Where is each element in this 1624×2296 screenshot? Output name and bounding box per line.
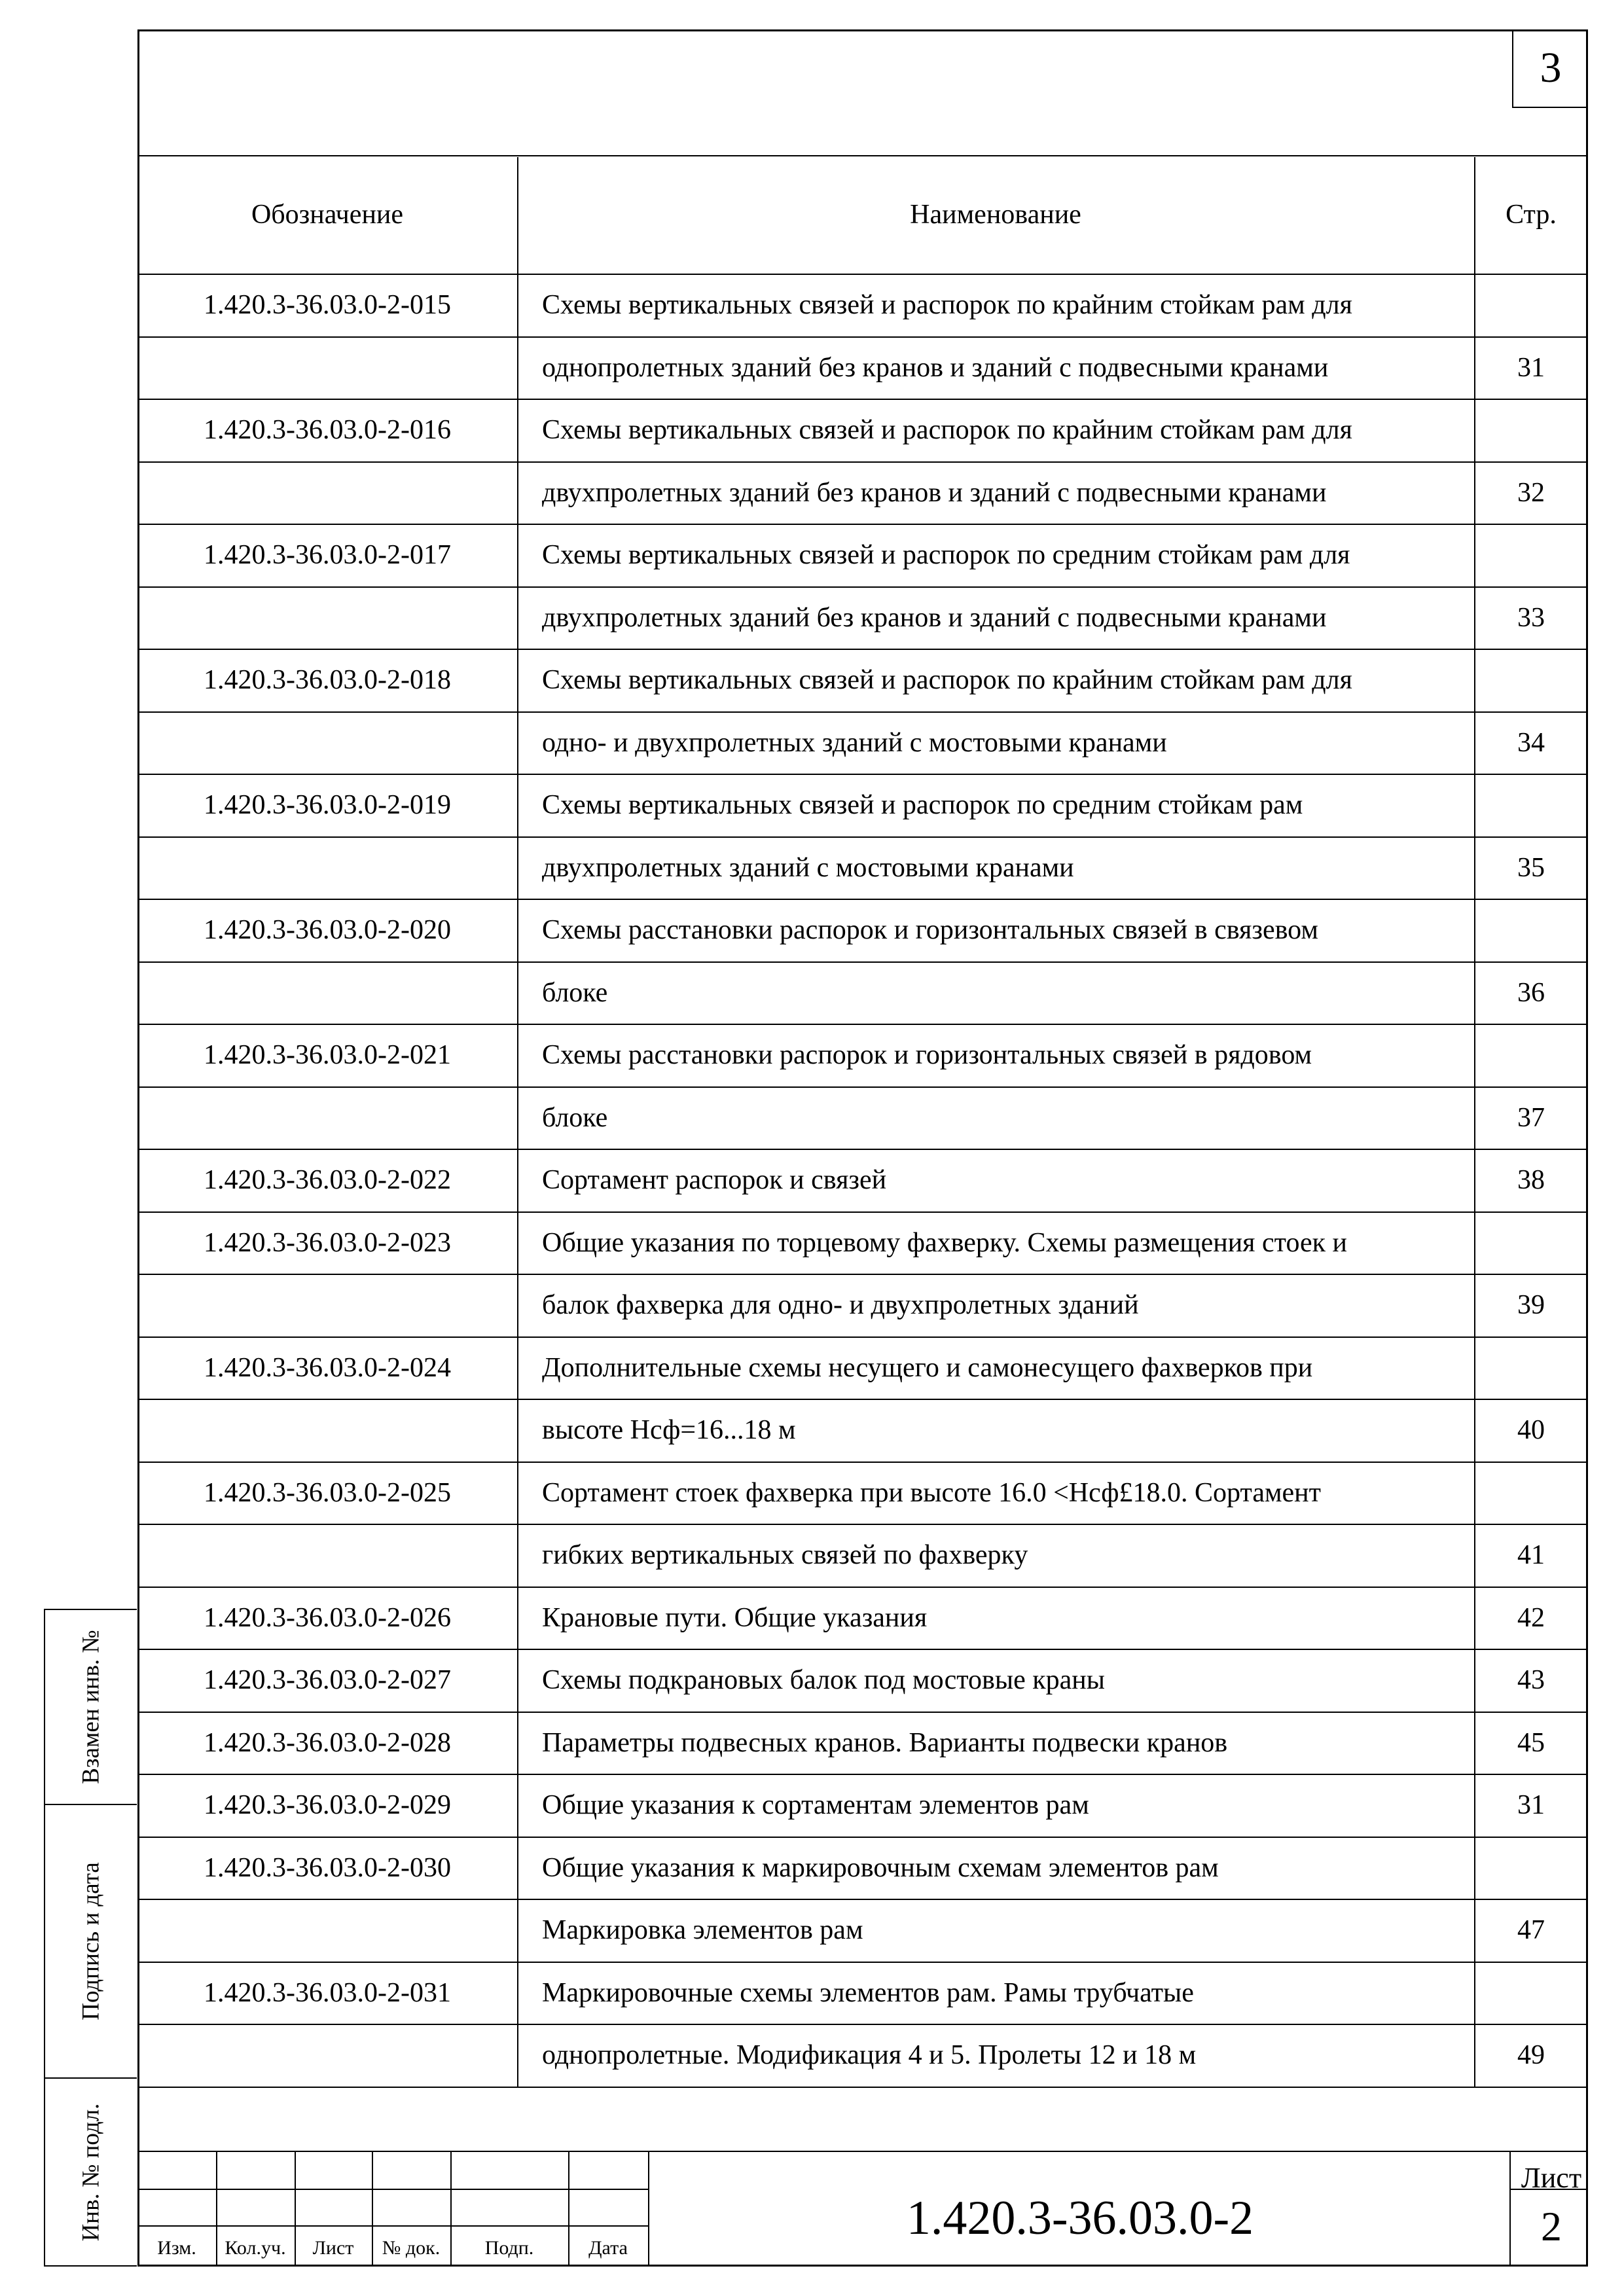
- row-line: [137, 1024, 1588, 1025]
- row-line: [137, 461, 1588, 463]
- header-top-line: [137, 155, 1588, 156]
- row-page: 42: [1517, 1602, 1545, 1633]
- row-name-line2: балок фахверка для одно- и двухпролетных зданий: [542, 1290, 1139, 1320]
- row-line: [137, 1149, 1588, 1150]
- side-stamp-sign: [44, 1804, 137, 2079]
- tb-sep-6: [648, 2151, 649, 2267]
- row-page: 33: [1517, 602, 1545, 633]
- row-page: 40: [1517, 1415, 1545, 1445]
- side-stamp-replace: [44, 1609, 137, 1805]
- row-line: [137, 524, 1588, 525]
- row-page: 34: [1517, 727, 1545, 758]
- row-name-line1: Схемы вертикальных связей и распорок по крайним стойкам рам для: [542, 415, 1352, 445]
- row-page: 36: [1517, 977, 1545, 1008]
- row-code: 1.420.3-36.03.0-2-020: [204, 915, 451, 945]
- row-line: [137, 336, 1588, 338]
- row-name-line2: блоке: [542, 977, 608, 1008]
- sheet-value: 2: [1541, 2203, 1562, 2250]
- row-line: [137, 1587, 1588, 1588]
- row-name-line1: Схемы расстановки распорок и горизонтальных связей в рядовом: [542, 1040, 1312, 1070]
- side-label-replace: Взамен инв. №: [77, 1630, 105, 1784]
- row-line: [137, 711, 1588, 713]
- side-stamp-inv: [44, 2077, 137, 2267]
- row-name-line1: Дополнительные схемы несущего и самонесущего фахверков при: [542, 1352, 1313, 1383]
- header-page: Стр.: [1506, 199, 1557, 230]
- row-code: 1.420.3-36.03.0-2-021: [204, 1040, 451, 1070]
- row-name-line2: двухпролетных зданий без кранов и зданий с подвесными кранами: [542, 602, 1327, 633]
- row-name-line2: блоке: [542, 1102, 608, 1133]
- row-page: 49: [1517, 2040, 1545, 2070]
- tb-col-kolich: Кол.уч.: [225, 2237, 286, 2259]
- tb-col-izm: Изм.: [157, 2237, 196, 2259]
- row-page: 37: [1517, 1102, 1545, 1133]
- row-line: [137, 1712, 1588, 1713]
- table-bottom-line: [137, 2087, 1588, 2088]
- tb-sep-sheet: [1509, 2151, 1511, 2267]
- row-name-line1: Общие указания по торцевому фахверку. Схемы размещения стоек и: [542, 1227, 1347, 1258]
- tb-col-podp: Подп.: [484, 2237, 534, 2259]
- row-code: 1.420.3-36.03.0-2-026: [204, 1602, 451, 1633]
- row-code: 1.420.3-36.03.0-2-029: [204, 1790, 451, 1820]
- row-code: 1.420.3-36.03.0-2-028: [204, 1727, 451, 1758]
- row-code: 1.420.3-36.03.0-2-017: [204, 540, 451, 570]
- page-number: 3: [1512, 29, 1588, 108]
- header-name: Наименование: [910, 199, 1081, 230]
- row-name-line2: высоте Нсф=16...18 м: [542, 1415, 796, 1445]
- row-name-line1: Общие указания к маркировочным схемам элементов рам: [542, 1852, 1219, 1883]
- row-page: 43: [1517, 1665, 1545, 1695]
- row-name-line2: гибких вертикальных связей по фахверку: [542, 1540, 1028, 1570]
- row-page: 31: [1517, 1790, 1545, 1820]
- row-line: [137, 1837, 1588, 1838]
- title-block-row-line-1: [137, 2189, 648, 2190]
- row-name-line1: Маркировочные схемы элементов рам. Рамы трубчатые: [542, 1977, 1194, 2008]
- title-block-top-line: [137, 2151, 1588, 2152]
- row-name-line2: одно- и двухпролетных зданий с мостовыми кранами: [542, 727, 1167, 758]
- col-sep-1: [517, 157, 518, 2087]
- row-name-line1: Схемы вертикальных связей и распорок по крайним стойкам рам для: [542, 665, 1352, 695]
- row-page: 41: [1517, 1540, 1545, 1570]
- tb-col-ndok: № док.: [382, 2237, 441, 2259]
- row-name-line2: однопролетных зданий без кранов и зданий с подвесными кранами: [542, 352, 1329, 383]
- row-name-line1: Сортамент стоек фахверка при высоте 16.0 <Нсф£18.0. Сортамент: [542, 1477, 1322, 1508]
- row-line: [137, 1462, 1588, 1463]
- row-line: [137, 1649, 1588, 1650]
- row-line: [137, 1336, 1588, 1338]
- document-designation: 1.420.3-36.03.0-2: [906, 2191, 1254, 2245]
- row-code: 1.420.3-36.03.0-2-025: [204, 1477, 451, 1508]
- row-page: 32: [1517, 477, 1545, 508]
- row-page: 38: [1517, 1165, 1545, 1195]
- header-code: Обозначение: [251, 199, 404, 230]
- row-code: 1.420.3-36.03.0-2-018: [204, 665, 451, 695]
- side-label-inv: Инв. № подл.: [77, 2103, 105, 2241]
- row-line: [137, 2024, 1588, 2025]
- title-block-row-line-2: [137, 2225, 648, 2227]
- row-line: [137, 899, 1588, 900]
- tb-col-list: Лист: [312, 2237, 354, 2259]
- row-page: 45: [1517, 1727, 1545, 1758]
- row-name-line2: Маркировка элементов рам: [542, 1915, 863, 1945]
- row-code: 1.420.3-36.03.0-2-024: [204, 1352, 451, 1383]
- row-line: [137, 1086, 1588, 1088]
- row-code: 1.420.3-36.03.0-2-022: [204, 1165, 451, 1195]
- row-line: [137, 774, 1588, 775]
- row-page: 47: [1517, 1915, 1545, 1945]
- row-name-line1: Сортамент распорок и связей: [542, 1165, 887, 1195]
- tb-col-data: Дата: [588, 2237, 628, 2259]
- row-code: 1.420.3-36.03.0-2-023: [204, 1227, 451, 1258]
- row-page: 31: [1517, 352, 1545, 383]
- row-page: 35: [1517, 852, 1545, 883]
- row-line: [137, 1774, 1588, 1775]
- row-line: [137, 1399, 1588, 1400]
- row-name-line1: Схемы вертикальных связей и распорок по средним стойкам рам: [542, 790, 1303, 820]
- side-label-sign: Подпись и дата: [77, 1862, 105, 2020]
- row-name-line1: Схемы подкрановых балок под мостовые краны: [542, 1665, 1105, 1695]
- row-code: 1.420.3-36.03.0-2-027: [204, 1665, 451, 1695]
- row-name-line2: однопролетные. Модификация 4 и 5. Пролеты 12 и 18 м: [542, 2040, 1197, 2070]
- row-code: 1.420.3-36.03.0-2-016: [204, 415, 451, 445]
- row-name-line1: Параметры подвесных кранов. Варианты подвески кранов: [542, 1727, 1228, 1758]
- row-name-line1: Общие указания к сортаментам элементов рам: [542, 1790, 1089, 1820]
- row-code: 1.420.3-36.03.0-2-015: [204, 290, 451, 320]
- row-code: 1.420.3-36.03.0-2-019: [204, 790, 451, 820]
- row-name-line1: Схемы вертикальных связей и распорок по средним стойкам рам для: [542, 540, 1350, 570]
- row-name-line1: Крановые пути. Общие указания: [542, 1602, 928, 1633]
- row-line: [137, 1274, 1588, 1275]
- row-name-line2: двухпролетных зданий с мостовыми кранами: [542, 852, 1074, 883]
- row-code: 1.420.3-36.03.0-2-030: [204, 1852, 451, 1883]
- row-line: [137, 961, 1588, 963]
- row-line: [137, 274, 1588, 275]
- row-line: [137, 1962, 1588, 1963]
- sheet-label: Лист: [1521, 2162, 1582, 2194]
- row-page: 39: [1517, 1290, 1545, 1320]
- row-line: [137, 399, 1588, 400]
- row-line: [137, 1899, 1588, 1900]
- row-line: [137, 1211, 1588, 1213]
- row-line: [137, 1524, 1588, 1525]
- row-line: [137, 836, 1588, 838]
- row-name-line1: Схемы расстановки распорок и горизонтальных связей в связевом: [542, 915, 1318, 945]
- row-name-line1: Схемы вертикальных связей и распорок по крайним стойкам рам для: [542, 290, 1352, 320]
- row-line: [137, 649, 1588, 650]
- row-line: [137, 586, 1588, 588]
- row-code: 1.420.3-36.03.0-2-031: [204, 1977, 451, 2008]
- row-name-line2: двухпролетных зданий без кранов и зданий с подвесными кранами: [542, 477, 1327, 508]
